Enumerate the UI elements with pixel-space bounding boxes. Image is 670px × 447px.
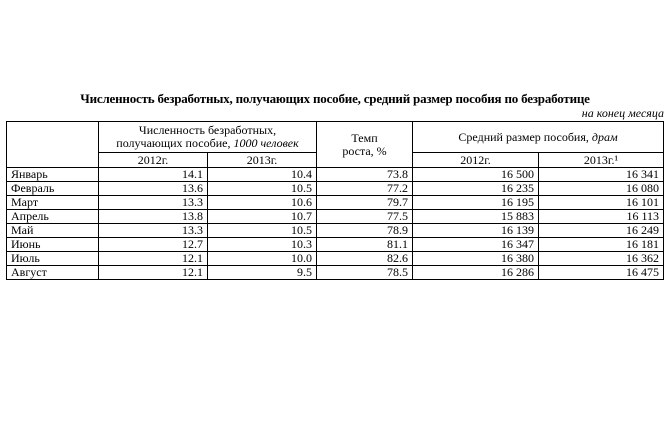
benefit-2013-cell: 16 362 (539, 252, 664, 266)
header-year-2012-benefit: 2012г. (413, 153, 539, 168)
benefit-2012-cell: 16 500 (413, 168, 539, 182)
benefit-2013-cell: 16 101 (539, 196, 664, 210)
unemployed-2012-cell: 13.8 (99, 210, 208, 224)
month-cell: Июль (7, 252, 99, 266)
growth-rate-cell: 81.1 (317, 238, 413, 252)
month-cell: Август (7, 266, 99, 280)
benefit-2012-cell: 16 347 (413, 238, 539, 252)
unemployed-2012-cell: 12.1 (99, 252, 208, 266)
growth-rate-cell: 77.5 (317, 210, 413, 224)
table-row (7, 182, 664, 196)
header-unemployed-line1: Численность безработных, (138, 123, 277, 137)
unemployed-2013-cell: 10.0 (208, 252, 317, 266)
header-unemployed-group (99, 122, 317, 153)
header-benefit-label: Средний размер пособия, (458, 129, 589, 144)
header-year-2012-unemployed: 2012г. (99, 153, 208, 168)
growth-rate-cell: 78.5 (317, 266, 413, 280)
unemployed-2013-cell: 10.3 (208, 238, 317, 252)
benefit-2013-cell: 16 181 (539, 238, 664, 252)
benefit-2013-cell: 16 113 (539, 210, 664, 224)
month-cell: Июнь (7, 238, 99, 252)
benefit-2013-cell: 16 080 (539, 182, 664, 196)
header-row-groups (7, 122, 664, 153)
benefit-2012-cell: 16 235 (413, 182, 539, 196)
benefit-2012-cell: 15 883 (413, 210, 539, 224)
month-cell: Январь (7, 168, 99, 182)
growth-rate-cell: 77.2 (317, 182, 413, 196)
month-cell: Март (7, 196, 99, 210)
month-cell: Февраль (7, 182, 99, 196)
growth-rate-cell: 73.8 (317, 168, 413, 182)
unemployed-2012-cell: 14.1 (99, 168, 208, 182)
header-month-blank (7, 122, 99, 168)
growth-rate-cell: 79.7 (317, 196, 413, 210)
table-row (7, 252, 664, 266)
unemployed-2012-cell: 13.6 (99, 182, 208, 196)
unemployment-table (6, 121, 664, 280)
unemployed-2013-cell: 10.4 (208, 168, 317, 182)
benefit-2013-cell: 16 249 (539, 224, 664, 238)
unit-note: на конец месяца (581, 106, 664, 120)
table-title: Численность безработных, получающих пособие, средний размер пособия по безработице (80, 91, 590, 106)
header-growth-rate (317, 122, 413, 168)
unemployed-2012-cell: 13.3 (99, 196, 208, 210)
header-unemployed-unit: 1000 человек (233, 136, 299, 150)
benefit-2012-cell: 16 139 (413, 224, 539, 238)
benefit-2013-cell: 16 341 (539, 168, 664, 182)
growth-rate-cell: 78.9 (317, 224, 413, 238)
header-unemployed-line2: получающих пособие, (116, 136, 231, 150)
unemployed-2012-cell: 12.1 (99, 266, 208, 280)
benefit-2012-cell: 16 286 (413, 266, 539, 280)
table-row (7, 224, 664, 238)
unemployed-2013-cell: 10.7 (208, 210, 317, 224)
header-benefit-unit: драм (591, 129, 618, 144)
unemployed-2013-cell: 9.5 (208, 266, 317, 280)
table-row (7, 196, 664, 210)
header-benefit-group (413, 122, 664, 153)
table-row (7, 210, 664, 224)
benefit-2012-cell: 16 195 (413, 196, 539, 210)
table-row (7, 238, 664, 252)
table-row (7, 266, 664, 280)
unemployed-2013-cell: 10.5 (208, 224, 317, 238)
month-cell: Апрель (7, 210, 99, 224)
unemployed-2013-cell: 10.5 (208, 182, 317, 196)
growth-rate-cell: 82.6 (317, 252, 413, 266)
unemployed-2013-cell: 10.6 (208, 196, 317, 210)
unemployed-2012-cell: 13.3 (99, 224, 208, 238)
header-year-2013-benefit: 2013г.¹ (539, 153, 664, 168)
header-year-2013-unemployed: 2013г. (208, 153, 317, 168)
benefit-2012-cell: 16 380 (413, 252, 539, 266)
table-row (7, 168, 664, 182)
unemployed-2012-cell: 12.7 (99, 238, 208, 252)
header-growth-line2: роста, % (342, 143, 387, 158)
header-growth-line1: Темп (351, 130, 378, 145)
benefit-2013-cell: 16 475 (539, 266, 664, 280)
month-cell: Май (7, 224, 99, 238)
